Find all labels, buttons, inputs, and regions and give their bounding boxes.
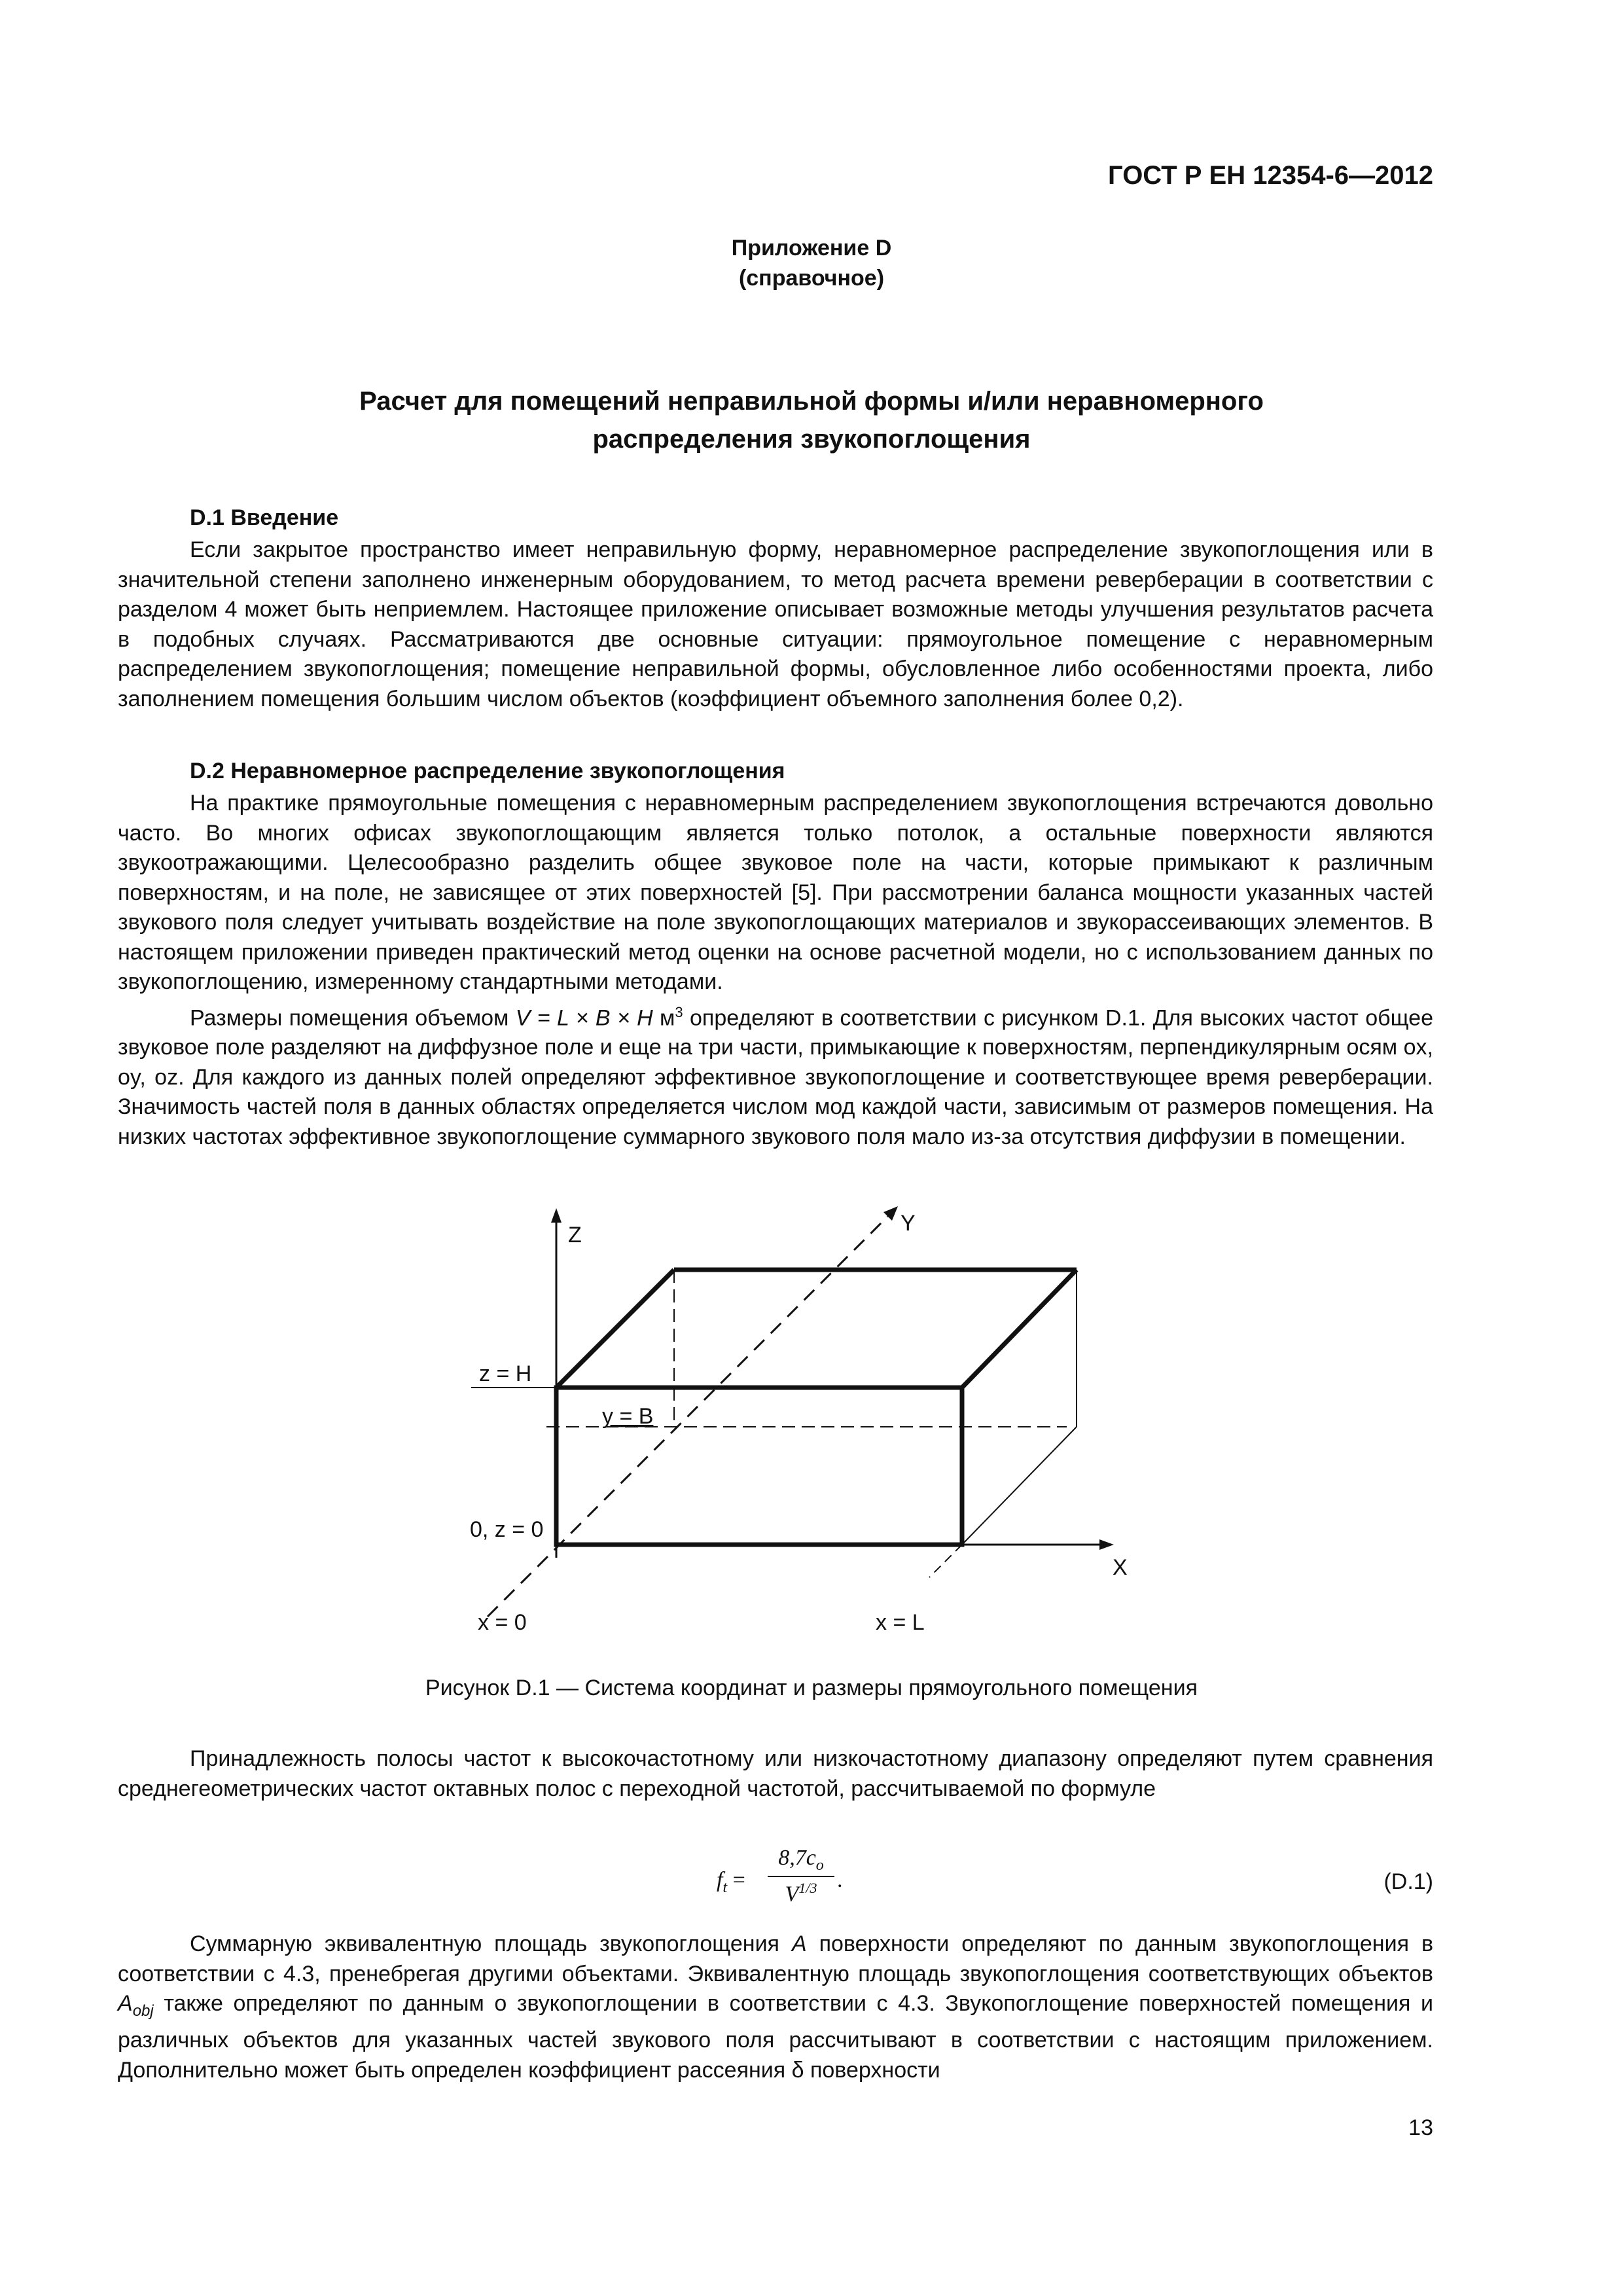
annex-label: Приложение D [731,236,892,260]
formula-equals: = [727,1868,745,1892]
formula-numerator [768,1846,834,1874]
formula-numerator-text: 8,7c [778,1846,816,1870]
formula-denominator-exponent: 1/3 [798,1880,817,1896]
p2-lead: Размеры помещения объемом [190,1005,516,1030]
annex-title [0,233,1623,293]
after-figure-text [118,1744,1433,1804]
last-paragraph-a: Суммарную эквивалентную площадь звукопоглощения [190,1931,792,1956]
box-top-right-edge [962,1270,1077,1388]
formula-end: . [837,1868,843,1892]
last-text-block [118,1929,1433,2085]
z-eq-h-label: z = H [479,1361,532,1386]
x-eq-l-dash [929,1545,962,1577]
volume-unit-exponent: 3 [675,1003,683,1020]
box-bottom-right-edge [962,1427,1077,1545]
x-axis-label: X [1113,1555,1128,1580]
title-line-2: распределения звукопоглощения [592,425,1031,454]
formula-denominator [768,1880,834,1907]
origin-label: 0, z = 0 [470,1517,544,1542]
section-d1 [118,503,1433,714]
box-top-left-edge [556,1270,674,1388]
formula-lhs-subscript: t [722,1878,728,1896]
y-axis-label: Y [901,1211,916,1236]
section-d1-heading: D.1 Введение [190,505,339,530]
section-d2-heading: D.2 Неравномерное распределение звукопоглощения [190,759,785,783]
symbol-a-obj-subscript: obj [132,2001,154,2020]
formula-numerator-subscript: o [815,1856,824,1874]
last-paragraph [118,1929,1433,2085]
y-axis-arrow [883,1206,898,1221]
formula-fraction-bar [768,1876,834,1877]
annex-status: (справочное) [738,266,885,291]
z-axis-label: Z [568,1223,582,1247]
figure-caption: Рисунок D.1 — Система координат и размеры прямоугольного помещения [425,1676,1198,1700]
symbol-a: A [791,1931,807,1956]
z-axis-arrow [551,1208,562,1223]
section-d2-paragraph-2 [118,997,1433,1153]
section-d2 [118,756,1433,1152]
page-number: 13 [1408,2115,1433,2140]
x-eq-l-label: x = L [876,1610,925,1635]
equation-number: (D.1) [1383,1869,1433,1894]
x-eq-0-label: x = 0 [478,1610,527,1635]
section-d2-paragraph-1: На практике прямоугольные помещения с неравномерным распределением звукопоглощения встречаются довольно часто. Во многих офисах звукопоглощающим является только потолок, а остальные поверхности являются звукоотражающими. Целесообразно разделить общее звуковое поле на части, которые примыкают к различным поверхностям, и на поле, не зависящее от этих поверхностей [5]. При рассмотрении баланса мощности указанных частей звукового поля следует учитывать воздействие на поле звукопоглощающих материалов и звукорассеивающих элементов. В настоящем приложении приведен практический метод оценки на основе расчетной модели, но с использованием данных по звукопоглощению, измеренному стандартными методами. [118,791,1433,994]
last-paragraph-b: поверхности определяют по данным звукопоглощения в соответствии с 4.3, пренебрегая другими объектами. Эквивалентную площадь звукопоглощения соответствующих объектов [118,1931,1434,1986]
after-figure-paragraph: Принадлежность полосы частот к высокочастотному или низкочастотному диапазону определяют путем сравнения среднегеометрических частот октавных полос с переходной частотой, рассчитываемой по формуле [118,1746,1433,1801]
standard-id: ГОСТ Р ЕН 12354-6—2012 [1108,161,1433,190]
symbol-a-obj: A [118,1991,133,2016]
section-d1-text: Если закрытое пространство имеет неправильную форму, неравномерное распределение звукопоглощения или в значительной степени заполнено инженерным оборудованием, то метод расчета времени реверберации в соответствии с разделом 4 может быть неприемлем. Настоящее приложение описывает возможные методы улучшения результатов расчета в подобных случаях. Рассматриваются две основные ситуации: прямоугольное помещение с неравномерным распределением звукопоглощения; помещение неправильной формы, обусловленное либо особенностями проекта, либо заполнением помещения большим числом объектов (коэффициент объемного заполнения более 0,2). [118,537,1433,711]
x-axis-arrow [1099,1539,1114,1550]
formula-lhs-symbol: f [717,1868,723,1892]
formula-lhs [717,1868,745,1897]
y-eq-b-label: y = B [602,1404,654,1429]
formula-denominator-text: V [785,1882,799,1907]
volume-unit: м [652,1005,675,1030]
document-title [0,382,1623,458]
figure-room-coordinates [452,1204,1171,1636]
title-line-1: Расчет для помещений неправильной формы и/или неравномерного [359,387,1264,416]
last-paragraph-c: также определяют по данным о звукопоглощении в соответствии с 4.3. Звукопоглощение поверхностей помещения и различных объектов для указанных частей звукового поля рассчитывают в соответствии с настоящим приложением. Дополнительно может быть определен коэффициент рассеяния δ поверхности [118,1991,1433,2083]
volume-formula: V = L × B × H [515,1005,653,1030]
p2-rest: определяют в соответствии с рисунком D.1. Для высоких частот общее звуковое поле разделяют на диффузное поле и еще на три части, примыкающие к поверхностям, перпендикулярным осям ox, oy, oz. Для каждого из данных полей определяют эффективное звукопоглощение и соответствующее время реверберации. Значимость частей поля в данных областях определяется числом мод каждой части, зависимым от размеров помещения. На низких частотах эффективное звукопоглощение суммарного звукового поля мало из-за отсутствия диффузии в помещении. [118,1005,1433,1149]
